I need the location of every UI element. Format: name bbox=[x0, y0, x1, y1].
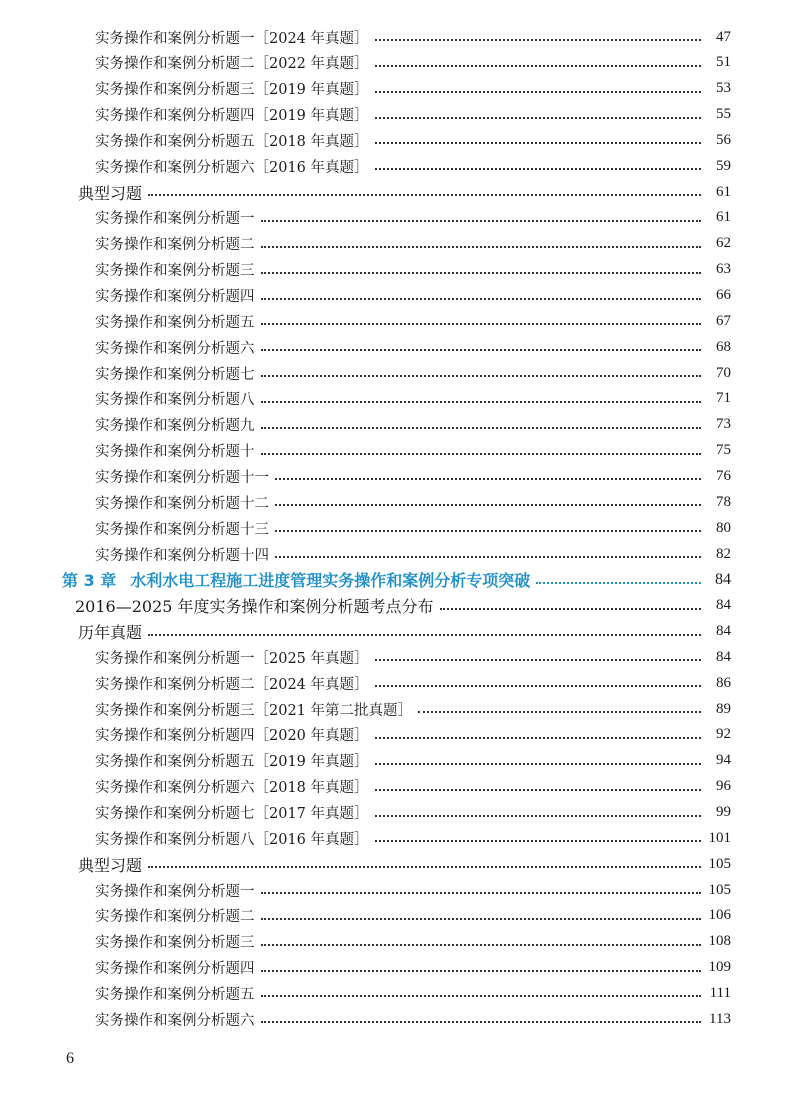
toc-entry[interactable] bbox=[95, 929, 731, 955]
toc-page-number: 105 bbox=[708, 855, 731, 872]
toc-page-number: 80 bbox=[716, 519, 731, 536]
toc-entry[interactable] bbox=[95, 360, 731, 386]
toc-entry[interactable] bbox=[95, 903, 731, 929]
toc-entry-title: 实务操作和案例分析题五 bbox=[95, 314, 255, 331]
toc-page-number: 61 bbox=[716, 209, 731, 226]
toc-entry-title: 实务操作和案例分析题十三 bbox=[95, 521, 269, 538]
toc-entry-title bbox=[62, 568, 530, 591]
toc-entry-title: 实务操作和案例分析题三［2019 年真题］ bbox=[95, 82, 369, 99]
toc-entry[interactable] bbox=[95, 696, 731, 722]
chapter-title: 水利水电工程施工进度管理实务操作和案例分析专项突破 bbox=[130, 571, 531, 591]
dot-leader bbox=[261, 375, 702, 377]
dot-leader bbox=[275, 556, 701, 558]
toc-entry[interactable] bbox=[95, 541, 731, 567]
toc-page-number: 113 bbox=[709, 1010, 731, 1027]
toc-entry-title: 2016—2025 年度实务操作和案例分析题考点分布 bbox=[75, 597, 434, 617]
toc-page-number: 109 bbox=[708, 959, 731, 976]
toc-page-number: 89 bbox=[716, 700, 731, 717]
toc-page-number: 59 bbox=[716, 157, 731, 174]
dot-leader bbox=[261, 944, 702, 946]
toc-page-number: 105 bbox=[708, 881, 731, 898]
toc-entry-title: 实务操作和案例分析题二 bbox=[95, 909, 255, 926]
toc-entry-title: 实务操作和案例分析题四［2019 年真题］ bbox=[95, 108, 369, 125]
dot-leader bbox=[261, 1021, 702, 1023]
toc-page-number: 56 bbox=[716, 131, 731, 148]
toc-entry-title: 实务操作和案例分析题九 bbox=[95, 418, 255, 435]
toc-entry[interactable] bbox=[95, 722, 731, 748]
toc-page-number: 86 bbox=[716, 674, 731, 691]
toc-entry-title: 实务操作和案例分析题二［2022 年真题］ bbox=[95, 56, 369, 73]
dot-leader bbox=[375, 117, 701, 119]
dot-leader bbox=[375, 142, 701, 144]
toc-entry[interactable] bbox=[95, 231, 731, 257]
toc-page-number: 84 bbox=[715, 570, 731, 588]
toc-page-number: 108 bbox=[708, 933, 731, 950]
toc-page-number: 76 bbox=[716, 467, 731, 484]
toc-entry[interactable] bbox=[75, 593, 731, 619]
dot-leader bbox=[261, 892, 702, 894]
toc-page-number: 111 bbox=[709, 984, 731, 1001]
toc-entry-title: 实务操作和案例分析题十一 bbox=[95, 469, 269, 486]
toc-page-number: 84 bbox=[716, 597, 731, 614]
toc-entry-title: 历年真题 bbox=[78, 623, 143, 643]
toc-entry[interactable] bbox=[95, 670, 731, 696]
toc-entry-title: 实务操作和案例分析题二 bbox=[95, 237, 255, 254]
toc-entry[interactable] bbox=[95, 800, 731, 826]
toc-entry[interactable] bbox=[95, 153, 731, 179]
toc-entry-title: 实务操作和案例分析题四［2020 年真题］ bbox=[95, 728, 369, 745]
dot-leader bbox=[375, 840, 701, 842]
dot-leader bbox=[275, 504, 701, 506]
toc-entry[interactable] bbox=[95, 50, 731, 76]
toc-entry[interactable] bbox=[95, 489, 731, 515]
toc-page-number: 51 bbox=[716, 54, 731, 71]
toc-entry-title: 实务操作和案例分析题八［2016 年真题］ bbox=[95, 831, 369, 848]
toc-entry[interactable] bbox=[95, 748, 731, 774]
toc-page-number: 61 bbox=[716, 183, 731, 200]
dot-leader bbox=[375, 659, 701, 661]
dot-leader bbox=[375, 685, 701, 687]
toc-entry-title: 实务操作和案例分析题三 bbox=[95, 263, 255, 280]
toc-entry-title: 实务操作和案例分析题二［2024 年真题］ bbox=[95, 676, 369, 693]
dot-leader bbox=[261, 918, 702, 920]
toc-entry-title: 实务操作和案例分析题八 bbox=[95, 392, 255, 409]
toc-entry-title: 实务操作和案例分析题五 bbox=[95, 986, 255, 1003]
dot-leader bbox=[275, 530, 701, 532]
toc-entry-title: 实务操作和案例分析题十四 bbox=[95, 547, 269, 564]
toc-page-number: 75 bbox=[716, 442, 731, 459]
dot-leader bbox=[275, 478, 701, 480]
toc-page-number: 99 bbox=[716, 804, 731, 820]
toc-entry[interactable] bbox=[95, 76, 731, 102]
toc-entry-title: 实务操作和案例分析题十二 bbox=[95, 495, 269, 512]
toc-entry-title: 实务操作和案例分析题四 bbox=[95, 289, 255, 305]
dot-leader bbox=[148, 634, 701, 636]
toc-page-number: 101 bbox=[708, 829, 731, 846]
toc-page-number: 67 bbox=[716, 312, 731, 329]
toc-entry-title: 实务操作和案例分析题三 bbox=[95, 935, 255, 952]
dot-leader bbox=[148, 194, 701, 196]
toc-entry-title: 实务操作和案例分析题一［2025 年真题］ bbox=[95, 650, 369, 667]
dot-leader bbox=[261, 453, 702, 455]
toc-entry[interactable] bbox=[95, 127, 731, 153]
toc-entry-title: 实务操作和案例分析题六［2016 年真题］ bbox=[95, 159, 369, 176]
toc-page-number: 63 bbox=[716, 261, 731, 278]
toc-page-number: 47 bbox=[716, 28, 731, 45]
toc-page-number: 84 bbox=[716, 623, 731, 640]
toc-entry[interactable] bbox=[95, 257, 731, 283]
toc-entry[interactable] bbox=[95, 102, 731, 128]
dot-leader bbox=[375, 39, 701, 41]
toc-entry[interactable] bbox=[78, 619, 731, 645]
toc-entry-title: 实务操作和案例分析题四 bbox=[95, 961, 255, 978]
toc-entry[interactable] bbox=[95, 438, 731, 464]
toc-page-number: 78 bbox=[716, 493, 731, 510]
toc-page-number: 84 bbox=[716, 648, 731, 665]
dot-leader bbox=[536, 582, 701, 584]
dot-leader bbox=[440, 608, 701, 610]
toc-page-number: 68 bbox=[716, 338, 731, 355]
toc-entry[interactable] bbox=[95, 877, 731, 903]
dot-leader bbox=[375, 65, 701, 67]
dot-leader bbox=[261, 220, 702, 222]
toc-entry[interactable] bbox=[95, 205, 731, 231]
toc-page-number: 96 bbox=[716, 778, 731, 795]
toc-entry[interactable] bbox=[95, 308, 731, 334]
toc-entry-title: 实务操作和案例分析题十 bbox=[95, 444, 255, 461]
toc-page-number: 62 bbox=[716, 235, 731, 252]
dot-leader bbox=[375, 737, 701, 739]
toc-entry[interactable] bbox=[95, 955, 731, 981]
toc-entry[interactable] bbox=[95, 334, 731, 360]
toc-entry-title: 典型习题 bbox=[78, 183, 143, 203]
toc-entry[interactable] bbox=[78, 851, 731, 877]
toc-entry-title: 实务操作和案例分析题六 bbox=[95, 1012, 255, 1029]
dot-leader bbox=[261, 970, 702, 972]
toc-entry[interactable] bbox=[95, 24, 731, 50]
toc-entry-title: 实务操作和案例分析题一 bbox=[95, 883, 255, 900]
toc-page-number: 94 bbox=[716, 752, 731, 769]
toc-entry[interactable] bbox=[95, 644, 731, 670]
toc-entry-title: 典型习题 bbox=[78, 855, 143, 875]
toc-page-number: 82 bbox=[716, 545, 731, 562]
toc-entry[interactable] bbox=[95, 1006, 731, 1032]
dot-leader bbox=[418, 711, 701, 713]
toc-entry[interactable] bbox=[95, 825, 731, 851]
toc-page-number: 73 bbox=[716, 416, 731, 433]
dot-leader bbox=[261, 298, 702, 300]
toc-page-number: 53 bbox=[716, 80, 731, 97]
toc-entry-title: 实务操作和案例分析题一 bbox=[95, 211, 255, 228]
dot-leader bbox=[375, 789, 701, 791]
toc-entry-title: 实务操作和案例分析题七［2017 年真题］ bbox=[95, 806, 369, 822]
toc-entry[interactable] bbox=[78, 179, 731, 205]
toc-entry[interactable] bbox=[95, 283, 731, 309]
toc-chapter-entry[interactable] bbox=[62, 567, 731, 593]
toc-page-number: 71 bbox=[716, 390, 731, 407]
toc-page-number: 106 bbox=[708, 907, 731, 924]
dot-leader bbox=[261, 349, 702, 351]
dot-leader bbox=[375, 815, 701, 817]
toc-entry-title: 实务操作和案例分析题一［2024 年真题］ bbox=[95, 30, 369, 47]
toc-page-number: 92 bbox=[716, 726, 731, 743]
toc-entry-title: 实务操作和案例分析题三［2021 年第二批真题］ bbox=[95, 702, 413, 719]
toc-entry[interactable] bbox=[95, 774, 731, 800]
dot-leader bbox=[261, 401, 702, 403]
dot-leader bbox=[375, 168, 701, 170]
toc-entry-title: 实务操作和案例分析题五［2018 年真题］ bbox=[95, 133, 369, 150]
dot-leader bbox=[375, 763, 701, 765]
toc-entry[interactable] bbox=[95, 980, 731, 1006]
toc-entry[interactable] bbox=[95, 463, 731, 489]
dot-leader bbox=[261, 272, 702, 274]
toc-entry-title: 实务操作和案例分析题六［2018 年真题］ bbox=[95, 780, 369, 797]
toc-page-number: 70 bbox=[716, 364, 731, 381]
toc-entry-title: 实务操作和案例分析题六 bbox=[95, 340, 255, 357]
dot-leader bbox=[375, 91, 701, 93]
dot-leader bbox=[261, 995, 702, 997]
dot-leader bbox=[261, 246, 702, 248]
toc-entry-title: 实务操作和案例分析题七 bbox=[95, 366, 255, 383]
toc-entry[interactable] bbox=[95, 515, 731, 541]
dot-leader bbox=[261, 323, 702, 325]
toc-entry[interactable] bbox=[95, 386, 731, 412]
toc-page-number: 55 bbox=[716, 106, 731, 123]
dot-leader bbox=[261, 427, 702, 429]
chapter-number: 第 3 章 bbox=[62, 571, 117, 591]
toc-entry-title: 实务操作和案例分析题五［2019 年真题］ bbox=[95, 754, 369, 771]
toc-page-number: 66 bbox=[716, 287, 731, 303]
dot-leader bbox=[148, 866, 701, 868]
page-number: 6 bbox=[66, 1050, 74, 1067]
toc-entry[interactable] bbox=[95, 412, 731, 438]
